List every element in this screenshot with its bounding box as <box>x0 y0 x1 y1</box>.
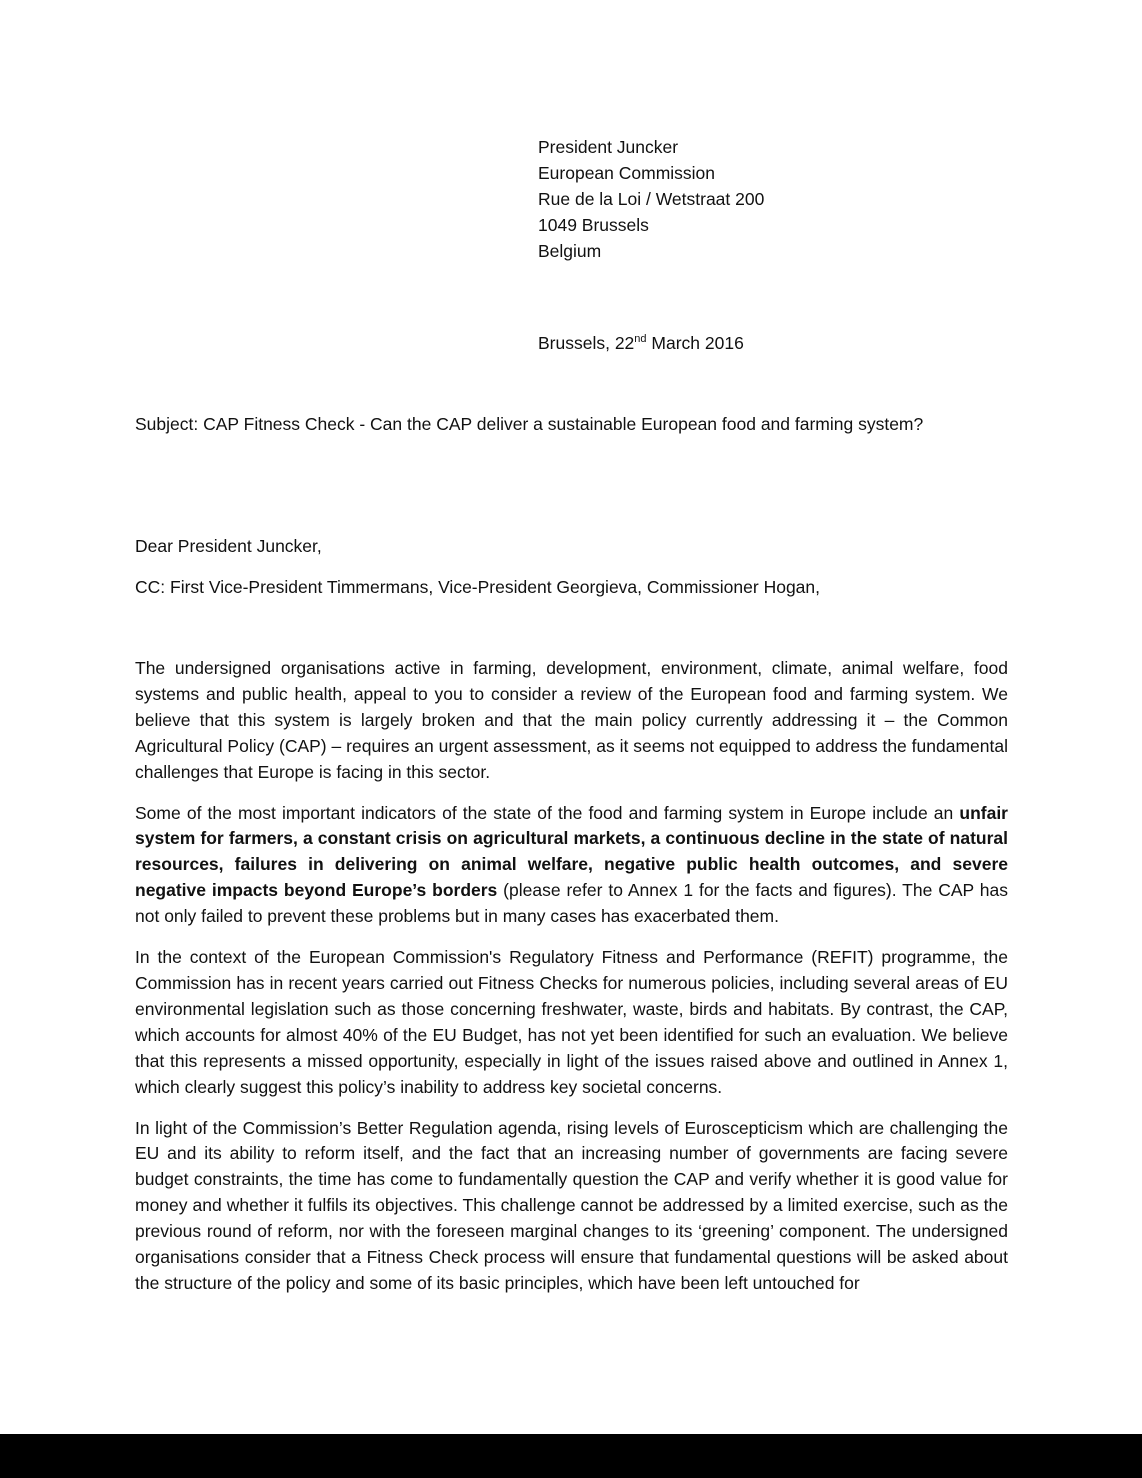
paragraph-2 <box>135 801 1008 931</box>
paragraph-2-end: (please refer to Annex 1 for the facts and figures). The CAP has not only failed to prevent these problems but in many cases has exacerbated them. <box>135 880 1008 927</box>
recipient-address <box>538 134 764 264</box>
recipient-city: 1049 Brussels <box>538 215 649 235</box>
paragraph-2-bold: unfair system for farmers, a constant crisis on agricultural markets, a continuous decline in the state of natural resources, failures in delivering on animal welfare, negative public health outcomes, and severe negative impacts beyond Europe’s borders <box>135 802 1008 901</box>
date-prefix: Brussels, 22 <box>538 333 635 353</box>
paragraph-1: The undersigned organisations active in farming, development, environment, climate, animal welfare, food systems and public health, appeal to you to consider a review of the European food and farming system. We believe that this system is largely broken and that the main policy currently addressing it – the Common Agricultural Policy (CAP) – requires an urgent assessment, as it seems not equipped to address the fundamental challenges that Europe is facing in this sector. <box>135 658 1008 782</box>
recipient-country: Belgium <box>538 241 602 261</box>
letter-body <box>135 656 1008 1312</box>
salutation: Dear President Juncker, <box>135 536 322 556</box>
recipient-name: President Juncker <box>538 137 679 157</box>
date-ordinal-suffix: nd <box>634 333 647 345</box>
paragraph-3: In the context of the European Commission's Regulatory Fitness and Performance (REFIT) programme, the Commission has in recent years carried out Fitness Checks for numerous policies, including several areas of EU environmental legislation such as those concerning freshwater, waste, birds and habitats. By contrast, the CAP, which accounts for almost 40% of the EU Budget, has not yet been identified for such an evaluation. We believe that this represents a missed opportunity, especially in light of the issues raised above and outlined in Annex 1, which clearly suggest this policy’s inability to address key societal concerns. <box>135 947 1008 1097</box>
recipient-organisation: European Commission <box>538 163 716 183</box>
cc-line: CC: First Vice-President Timmermans, Vice-President Georgieva, Commissioner Hogan, <box>135 577 821 597</box>
recipient-street: Rue de la Loi / Wetstraat 200 <box>538 189 765 209</box>
subject-line: Subject: CAP Fitness Check - Can the CAP deliver a sustainable European food and farming system? <box>135 414 924 434</box>
bottom-bar <box>0 1434 1142 1478</box>
paragraph-4: In light of the Commission’s Better Regulation agenda, rising levels of Euroscepticism which are challenging the EU and its ability to reform itself, and the fact that an increasing number of governments are facing severe budget constraints, the time has come to fundamentally question the CAP and verify whether it is good value for money and whether it fulfils its objectives. This challenge cannot be addressed by a limited exercise, such as the previous round of reform, nor with the foreseen marginal changes to its ‘greening’ component. The undersigned organisations consider that a Fitness Check process will ensure that fundamental questions will be asked about the structure of the policy and some of its basic principles, which have been left untouched for <box>135 1117 1008 1293</box>
letter-date <box>538 330 744 356</box>
paragraph-2-start: Some of the most important indicators of the state of the food and farming system in Europe include an <box>135 802 960 823</box>
date-rest: March 2016 <box>646 333 744 353</box>
